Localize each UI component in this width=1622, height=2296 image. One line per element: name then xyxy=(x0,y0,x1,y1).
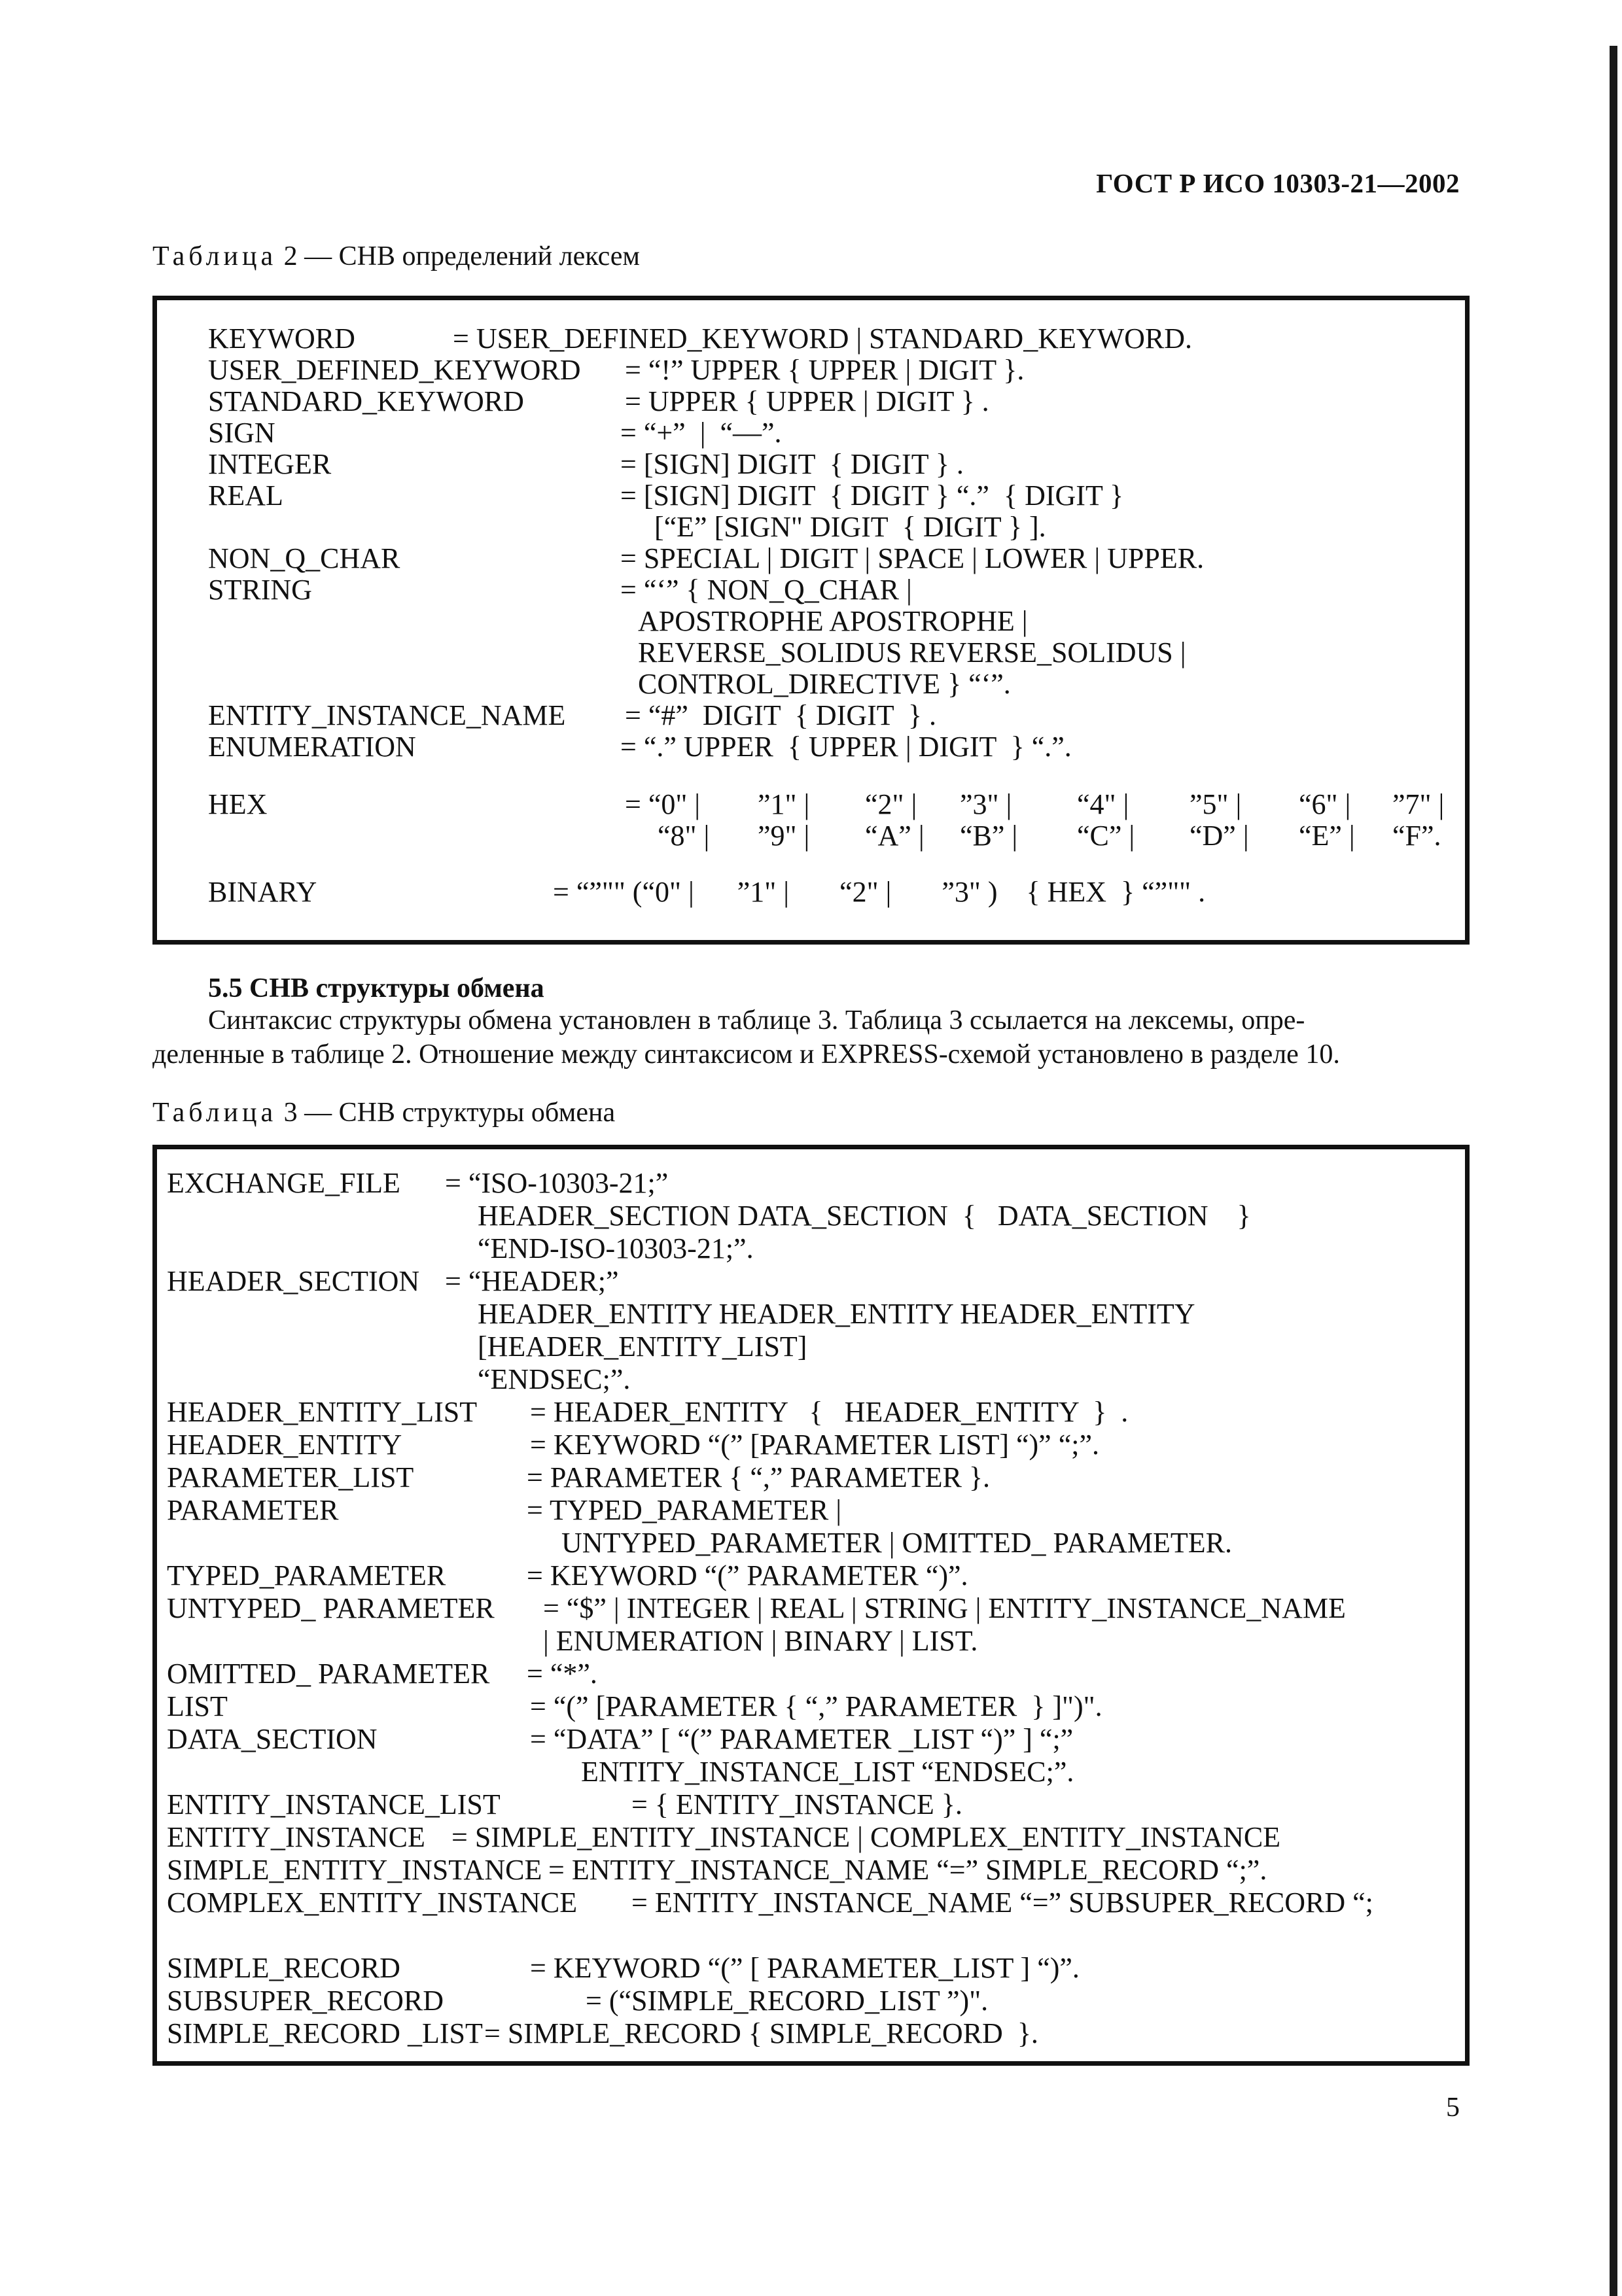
t3-name-complex-entity-instance: COMPLEX_ENTITY_INSTANCE xyxy=(167,1887,578,1919)
t2-name-standard-keyword: STANDARD_KEYWORD xyxy=(208,385,524,417)
t2-def-keyword: = USER_DEFINED_KEYWORD | STANDARD_KEYWORD. xyxy=(453,322,1193,355)
t2-hex-5: ”5" | xyxy=(1190,788,1242,820)
t3-def-header-section-cont1: HEADER_ENTITY HEADER_ENTITY HEADER_ENTITY xyxy=(478,1298,1195,1330)
table-2-caption-prefix: Таблица xyxy=(152,241,277,271)
t2-def-string-cont1: APOSTROPHE APOSTROPHE | xyxy=(638,605,1028,637)
table-3-caption-prefix: Таблица xyxy=(152,1098,277,1128)
t2-name-hex: HEX xyxy=(208,788,268,820)
t3-name-header-section: HEADER_SECTION xyxy=(167,1265,420,1297)
t3-def-omitted-parameter: = “*”. xyxy=(527,1658,597,1690)
t3-name-parameter: PARAMETER xyxy=(167,1494,339,1526)
t3-name-entity-instance-list: ENTITY_INSTANCE_LIST xyxy=(167,1788,501,1820)
t2-hex-f: “F”. xyxy=(1392,820,1441,852)
t2-def-enumeration: = “.” UPPER { UPPER | DIGIT } “.”. xyxy=(620,731,1072,763)
t2-hex-4: “4" | xyxy=(1077,788,1129,820)
t3-name-subsuper-record: SUBSUPER_RECORD xyxy=(167,1985,444,2017)
t2-name-binary: BINARY xyxy=(208,876,317,908)
t2-def-real-cont: [“E” [SIGN" DIGIT { DIGIT } ]. xyxy=(654,511,1046,543)
t2-name-real: REAL xyxy=(208,479,283,512)
t3-name-simple-record-list: SIMPLE_RECORD _LIST xyxy=(167,2017,483,2049)
t2-def-string: = “‘” { NON_Q_CHAR | xyxy=(620,574,912,606)
section-paragraph-line-2: деленные в таблице 2. Отношение между синтаксисом и EXPRESS-схемой установлено в разделе 10. xyxy=(152,1039,1340,1070)
t3-def-exchange-file-cont2: “END-ISO-10303-21;”. xyxy=(478,1232,754,1264)
t3-name-data-section: DATA_SECTION xyxy=(167,1723,378,1755)
t3-def-simple-record: = KEYWORD “(” [ PARAMETER_LIST ] “)”. xyxy=(530,1952,1080,1984)
t2-def-integer: = [SIGN] DIGIT { DIGIT } . xyxy=(620,448,964,480)
t3-def-subsuper-record: = (“SIMPLE_RECORD_LIST ”)". xyxy=(586,1985,989,2017)
t3-name-list: LIST xyxy=(167,1690,228,1722)
t2-def-non-q-char: = SPECIAL | DIGIT | SPACE | LOWER | UPPER. xyxy=(620,542,1205,574)
t3-def-simple-record-list: = SIMPLE_RECORD { SIMPLE_RECORD }. xyxy=(484,2017,1038,2049)
t3-name-omitted-parameter: OMITTED_ PARAMETER xyxy=(167,1658,490,1690)
t3-def-data-section: = “DATA” [ “(” PARAMETER _LIST “)” ] “;” xyxy=(530,1723,1074,1755)
t2-name-integer: INTEGER xyxy=(208,448,332,480)
t3-def-data-section-cont: ENTITY_INSTANCE_LIST “ENDSEC;”. xyxy=(581,1756,1074,1788)
t3-def-header-section: = “HEADER;” xyxy=(445,1265,619,1297)
t3-def-parameter-list: = PARAMETER { “,” PARAMETER }. xyxy=(527,1461,990,1493)
t2-def-binary: = “”"" (“0" | ”1" | “2" | ”3" ) { HEX } “”"" . xyxy=(553,876,1206,908)
t2-hex-c: “C” | xyxy=(1077,820,1135,852)
table-3-caption xyxy=(152,1097,615,1128)
t2-hex-6: “6" | xyxy=(1299,788,1351,820)
t2-name-sign: SIGN xyxy=(208,417,275,449)
t3-name-typed-parameter: TYPED_PARAMETER xyxy=(167,1559,446,1592)
page-number: 5 xyxy=(1446,2093,1460,2123)
t3-name-header-entity: HEADER_ENTITY xyxy=(167,1429,402,1461)
t2-hex-7: ”7" | xyxy=(1392,788,1445,820)
document-code: ГОСТ Р ИСО 10303-21—2002 xyxy=(1096,168,1460,198)
table-3-caption-text: 3 — СНВ структуры обмена xyxy=(283,1098,616,1128)
t3-def-parameter-cont: UNTYPED_PARAMETER | OMITTED_ PARAMETER. xyxy=(561,1527,1232,1559)
t2-def-standard-keyword: = UPPER { UPPER | DIGIT } . xyxy=(625,385,989,417)
t3-def-header-section-cont2: [HEADER_ENTITY_LIST] xyxy=(478,1331,807,1363)
t2-name-user-defined-keyword: USER_DEFINED_KEYWORD xyxy=(208,354,581,386)
t2-name-keyword: KEYWORD xyxy=(208,322,355,355)
t2-hex-3: ”3" | xyxy=(960,788,1012,820)
table-2-caption-text: 2 — СНВ определений лексем xyxy=(283,241,640,271)
t3-def-simple-entity-instance: = ENTITY_INSTANCE_NAME “=” SIMPLE_RECORD “;”. xyxy=(548,1854,1267,1886)
t2-def-real: = [SIGN] DIGIT { DIGIT } “.” { DIGIT } xyxy=(620,479,1124,512)
t2-hex-a: “A” | xyxy=(865,820,925,852)
t2-def-string-cont3: CONTROL_DIRECTIVE } “‘”. xyxy=(638,668,1011,700)
t3-name-untyped-parameter: UNTYPED_ PARAMETER xyxy=(167,1592,495,1624)
t3-name-entity-instance: ENTITY_INSTANCE xyxy=(167,1821,425,1853)
t3-def-header-entity: = KEYWORD “(” [PARAMETER LIST] “)” “;”. xyxy=(530,1429,1099,1461)
t3-def-exchange-file: = “ISO-10303-21;” xyxy=(445,1167,669,1199)
t2-name-non-q-char: NON_Q_CHAR xyxy=(208,542,400,574)
t2-hex-8: “8" | xyxy=(658,820,710,852)
t2-hex-e: “E” | xyxy=(1299,820,1355,852)
t2-name-enumeration: ENUMERATION xyxy=(208,731,416,763)
t3-def-typed-parameter: = KEYWORD “(” PARAMETER “)”. xyxy=(527,1559,968,1592)
t2-def-entity-instance-name: = “#” DIGIT { DIGIT } . xyxy=(625,699,936,731)
t2-hex-b: “B” | xyxy=(960,820,1018,852)
t3-def-untyped-parameter-cont: | ENUMERATION | BINARY | LIST. xyxy=(543,1625,978,1657)
t3-name-exchange-file: EXCHANGE_FILE xyxy=(167,1167,400,1199)
t3-def-header-section-cont3: “ENDSEC;”. xyxy=(478,1363,631,1395)
t3-def-exchange-file-cont1: HEADER_SECTION DATA_SECTION { DATA_SECTION } xyxy=(478,1200,1251,1232)
t2-def-sign: = “+” | “—”. xyxy=(620,417,782,449)
t3-name-simple-entity-instance: SIMPLE_ENTITY_INSTANCE xyxy=(167,1854,542,1886)
t3-name-simple-record: SIMPLE_RECORD xyxy=(167,1952,400,1984)
t3-name-parameter-list: PARAMETER_LIST xyxy=(167,1461,414,1493)
t2-name-string: STRING xyxy=(208,574,312,606)
t3-def-entity-instance: = SIMPLE_ENTITY_INSTANCE | COMPLEX_ENTITY_INSTANCE xyxy=(451,1821,1281,1853)
page-edge-mark xyxy=(1610,46,1617,2296)
t3-name-header-entity-list: HEADER_ENTITY_LIST xyxy=(167,1396,478,1428)
t2-hex-2: “2" | xyxy=(865,788,917,820)
t2-name-entity-instance-name: ENTITY_INSTANCE_NAME xyxy=(208,699,566,731)
t3-def-header-entity-list: = HEADER_ENTITY { HEADER_ENTITY } . xyxy=(530,1396,1129,1428)
t2-def-string-cont2: REVERSE_SOLIDUS REVERSE_SOLIDUS | xyxy=(638,636,1186,669)
t2-hex-0: = “0" | xyxy=(625,788,701,820)
section-title: 5.5 СНВ структуры обмена xyxy=(208,973,544,1003)
t2-hex-d: “D” | xyxy=(1190,820,1249,852)
t3-def-complex-entity-instance: = ENTITY_INSTANCE_NAME “=” SUBSUPER_RECORD “; xyxy=(631,1887,1373,1919)
t3-def-untyped-parameter: = “$” | INTEGER | REAL | STRING | ENTITY_INSTANCE_NAME xyxy=(543,1592,1346,1624)
t2-hex-1: ”1" | xyxy=(758,788,810,820)
t3-def-list: = “(” [PARAMETER { “,” PARAMETER } ]")". xyxy=(530,1690,1102,1722)
section-paragraph-line-1: Синтаксис структуры обмена установлен в таблице 3. Таблица 3 ссылается на лексемы, опре- xyxy=(208,1005,1305,1035)
table-2-caption xyxy=(152,241,640,272)
t3-def-parameter: = TYPED_PARAMETER | xyxy=(527,1494,842,1526)
t3-def-entity-instance-list: = { ENTITY_INSTANCE }. xyxy=(631,1788,962,1820)
t2-def-user-defined-keyword: = “!” UPPER { UPPER | DIGIT }. xyxy=(625,354,1025,386)
t2-hex-9: ”9" | xyxy=(758,820,810,852)
